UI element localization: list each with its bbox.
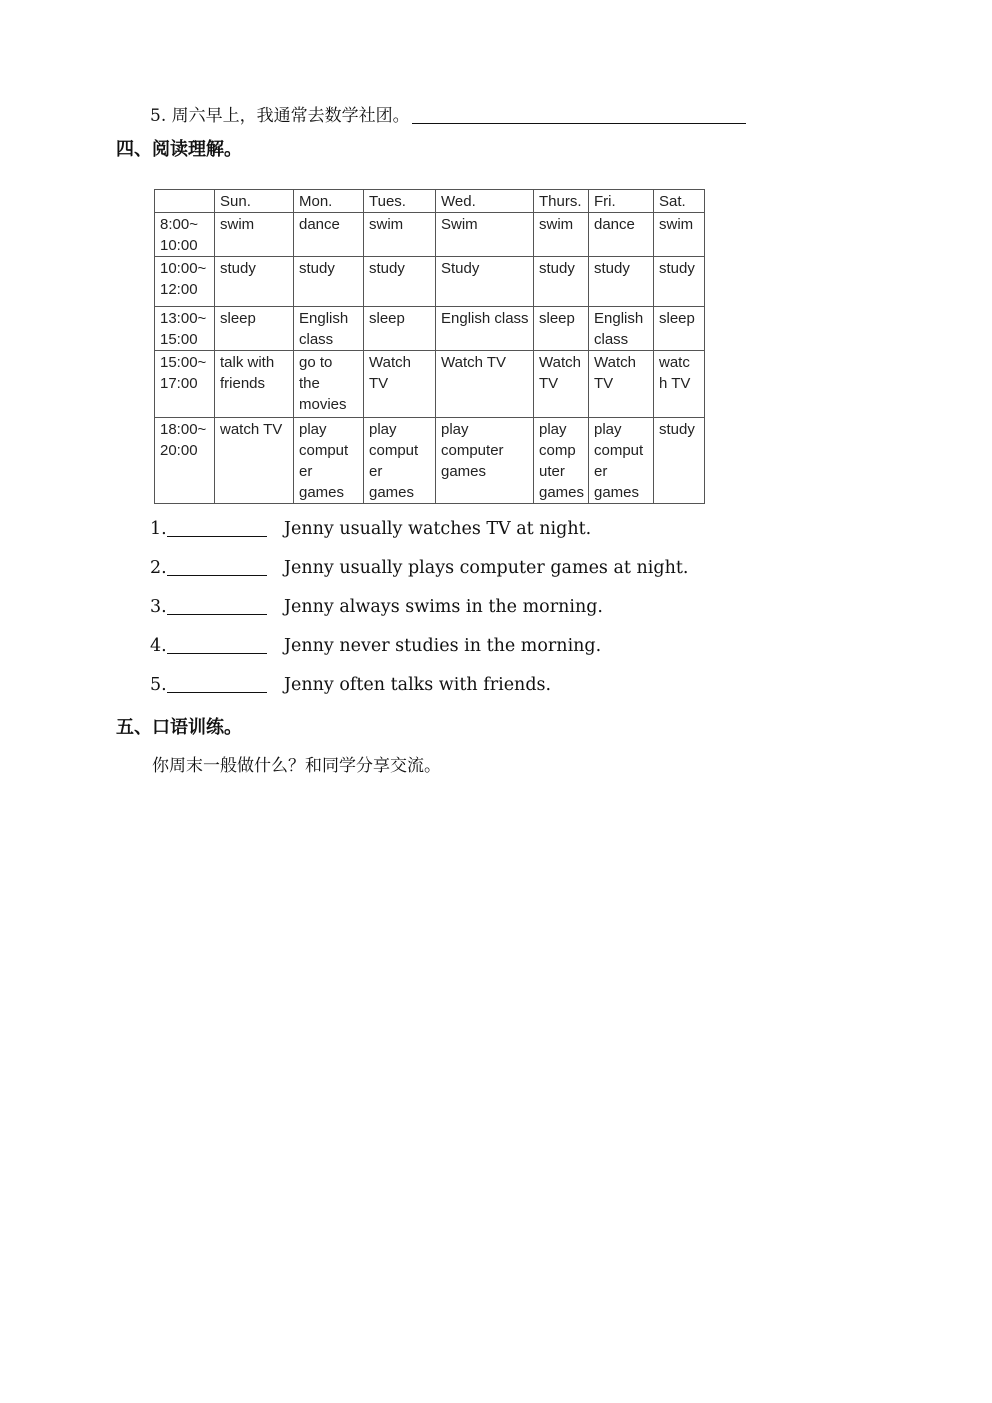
activity-cell: study <box>364 257 436 307</box>
activity-cell: talk with friends <box>215 351 294 418</box>
question-number: 3. <box>150 597 167 617</box>
activity-cell: sleep <box>364 307 436 351</box>
activity-cell: watch TV <box>215 418 294 504</box>
section-5-heading: 五、口语训练。 <box>116 717 242 738</box>
schedule-table <box>154 189 705 504</box>
header-cell: Fri. <box>589 190 654 213</box>
answer-blank[interactable] <box>167 519 267 537</box>
question-item <box>150 675 552 695</box>
question-statement: Jenny often talks with friends. <box>284 675 552 695</box>
question-number: 5. <box>150 675 167 695</box>
header-cell: Thurs. <box>534 190 589 213</box>
activity-cell: English class <box>294 307 364 351</box>
activity-cell: swim <box>215 213 294 257</box>
question-statement: Jenny usually watches TV at night. <box>284 519 592 539</box>
question-statement: Jenny always swims in the morning. <box>284 597 603 617</box>
answer-blank[interactable] <box>167 597 267 615</box>
activity-cell: study <box>534 257 589 307</box>
activity-cell: study <box>654 257 705 307</box>
schedule-row <box>155 351 705 418</box>
oral-prompt: 你周末一般做什么？和同学分享交流。 <box>152 756 441 776</box>
header-cell: Tues. <box>364 190 436 213</box>
activity-cell: play computer games <box>436 418 534 504</box>
question-number: 2. <box>150 558 167 578</box>
activity-cell: swim <box>364 213 436 257</box>
activity-cell: Study <box>436 257 534 307</box>
activity-cell: study <box>589 257 654 307</box>
answer-blank[interactable] <box>412 106 746 124</box>
question-item <box>150 558 689 578</box>
activity-cell: dance <box>294 213 364 257</box>
time-cell: 15:00~ 17:00 <box>155 351 215 418</box>
activity-cell: study <box>294 257 364 307</box>
question-item <box>150 597 603 617</box>
activity-cell: Watch TV <box>436 351 534 418</box>
activity-cell: study <box>654 418 705 504</box>
header-cell: Sun. <box>215 190 294 213</box>
question-item <box>150 519 592 539</box>
activity-cell: swim <box>654 213 705 257</box>
activity-cell: sleep <box>534 307 589 351</box>
activity-cell: English class <box>589 307 654 351</box>
schedule-row <box>155 257 705 307</box>
activity-cell: Watch TV <box>364 351 436 418</box>
schedule-header-row <box>155 190 705 213</box>
time-cell: 10:00~ 12:00 <box>155 257 215 307</box>
activity-cell: swim <box>534 213 589 257</box>
answer-blank[interactable] <box>167 636 267 654</box>
activity-cell: Swim <box>436 213 534 257</box>
section-4-heading: 四、阅读理解。 <box>116 139 242 160</box>
header-cell: Wed. <box>436 190 534 213</box>
question-statement: Jenny never studies in the morning. <box>284 636 602 656</box>
previous-translation-item <box>150 101 746 126</box>
schedule-row <box>155 213 705 257</box>
answer-blank[interactable] <box>167 558 267 576</box>
question-statement: Jenny usually plays computer games at night. <box>284 558 689 578</box>
activity-cell: sleep <box>215 307 294 351</box>
activity-cell: play comp uter games <box>534 418 589 504</box>
question-number: 4. <box>150 636 167 656</box>
activity-cell: play comput er games <box>589 418 654 504</box>
header-cell: Mon. <box>294 190 364 213</box>
question-number: 1. <box>150 519 167 539</box>
answer-blank[interactable] <box>167 675 267 693</box>
schedule-row <box>155 418 705 504</box>
time-cell: 8:00~ 10:00 <box>155 213 215 257</box>
translation-item-text: 5. 周六早上，我通常去数学社团。 <box>150 106 410 126</box>
header-cell: Sat. <box>654 190 705 213</box>
activity-cell: study <box>215 257 294 307</box>
activity-cell: play comput er games <box>294 418 364 504</box>
activity-cell: play comput er games <box>364 418 436 504</box>
activity-cell: Watch TV <box>534 351 589 418</box>
time-cell: 13:00~ 15:00 <box>155 307 215 351</box>
activity-cell: English class <box>436 307 534 351</box>
activity-cell: Watch TV <box>589 351 654 418</box>
activity-cell: sleep <box>654 307 705 351</box>
activity-cell: go to the movies <box>294 351 364 418</box>
header-cell <box>155 190 215 213</box>
schedule-row <box>155 307 705 351</box>
question-item <box>150 636 602 656</box>
time-cell: 18:00~ 20:00 <box>155 418 215 504</box>
activity-cell: dance <box>589 213 654 257</box>
activity-cell: watc h TV <box>654 351 705 418</box>
